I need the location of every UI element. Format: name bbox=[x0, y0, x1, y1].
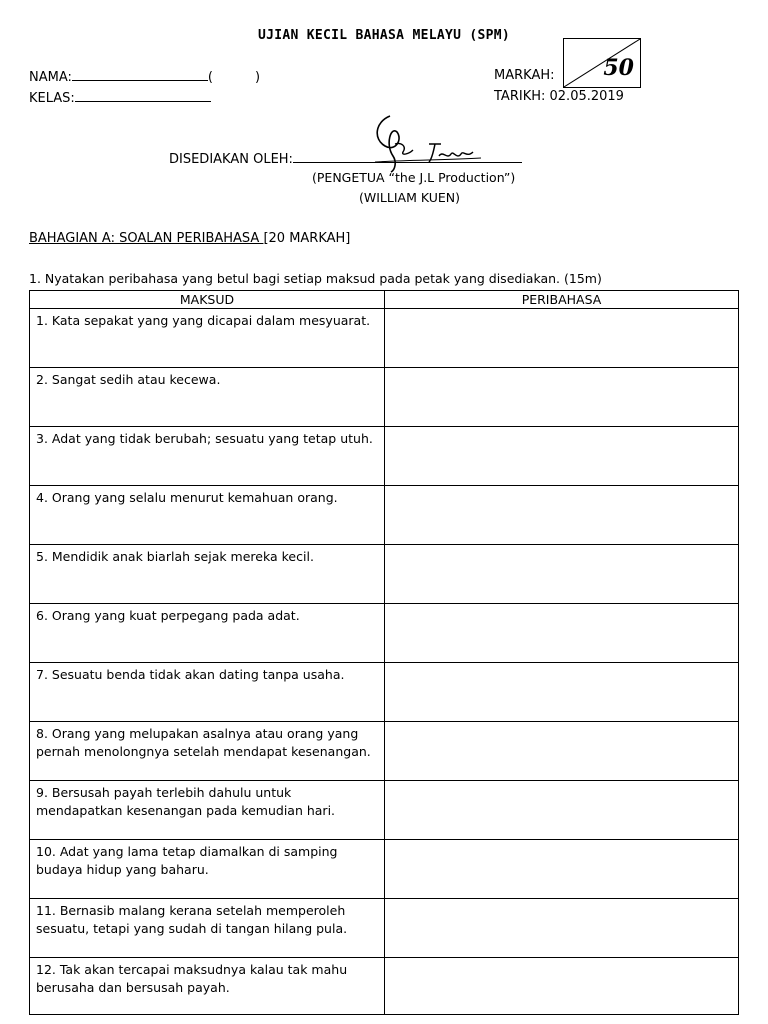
answer-cell[interactable] bbox=[385, 427, 739, 486]
table-row bbox=[30, 545, 739, 604]
kelas-row bbox=[29, 89, 211, 106]
kelas-label: KELAS: bbox=[29, 91, 75, 106]
maksud-cell: 11. Bernasib malang kerana setelah memperoleh sesuatu, tetapi yang sudah di tangan hilang pula. bbox=[30, 899, 385, 958]
maksud-cell: 1. Kata sepakat yang yang dicapai dalam mesyuarat. bbox=[30, 309, 385, 368]
tarikh-row bbox=[494, 89, 624, 104]
maksud-cell: 7. Sesuatu benda tidak akan dating tanpa usaha. bbox=[30, 663, 385, 722]
maksud-cell: 9. Bersusah payah terlebih dahulu untuk mendapatkan kesenangan pada kemudian hari. bbox=[30, 781, 385, 840]
table-row bbox=[30, 427, 739, 486]
maksud-cell: 2. Sangat sedih atau kecewa. bbox=[30, 368, 385, 427]
maksud-cell: 4. Orang yang selalu menurut kemahuan orang. bbox=[30, 486, 385, 545]
document-title: UJIAN KECIL BAHASA MELAYU (SPM) bbox=[258, 28, 510, 43]
answer-cell[interactable] bbox=[385, 368, 739, 427]
table-row bbox=[30, 722, 739, 781]
table-row bbox=[30, 958, 739, 1015]
nama-paren-open: ( bbox=[207, 70, 213, 85]
maksud-cell: 12. Tak akan tercapai maksudnya kalau tak mahu berusaha dan bersusah payah. bbox=[30, 958, 385, 1015]
nama-label: NAMA: bbox=[29, 70, 72, 85]
nama-paren-close: ) bbox=[254, 70, 261, 85]
markah-label: MARKAH: bbox=[494, 68, 555, 83]
markah-box bbox=[563, 38, 641, 88]
question-instruction: 1. Nyatakan peribahasa yang betul bagi setiap maksud pada petak yang disediakan. (15m) bbox=[29, 271, 602, 286]
maksud-cell: 6. Orang yang kuat perpegang pada adat. bbox=[30, 604, 385, 663]
preparer-name: (WILLIAM KUEN) bbox=[359, 190, 460, 205]
column-header-peribahasa: PERIBAHASA bbox=[385, 291, 739, 309]
maksud-cell: 3. Adat yang tidak berubah; sesuatu yang tetap utuh. bbox=[30, 427, 385, 486]
answer-cell[interactable] bbox=[385, 840, 739, 899]
preparer-role: (PENGETUA “the J.L Production”) bbox=[312, 170, 516, 185]
table-row bbox=[30, 663, 739, 722]
maksud-cell: 5. Mendidik anak biarlah sejak mereka kecil. bbox=[30, 545, 385, 604]
section-marks: [20 MARKAH] bbox=[263, 231, 351, 246]
disediakan-line bbox=[293, 150, 522, 163]
markah-total: 50 bbox=[603, 55, 634, 81]
answer-cell[interactable] bbox=[385, 604, 739, 663]
answer-cell[interactable] bbox=[385, 899, 739, 958]
section-title: BAHAGIAN A: SOALAN PERIBAHASA bbox=[29, 231, 264, 246]
tarikh-label: TARIKH: bbox=[494, 89, 546, 104]
kelas-blank-line[interactable] bbox=[75, 89, 211, 102]
table-row bbox=[30, 368, 739, 427]
answer-cell[interactable] bbox=[385, 958, 739, 1015]
answer-cell[interactable] bbox=[385, 663, 739, 722]
answer-cell[interactable] bbox=[385, 722, 739, 781]
maksud-cell: 8. Orang yang melupakan asalnya atau orang yang pernah menolongnya setelah mendapat kesenangan. bbox=[30, 722, 385, 781]
answer-cell[interactable] bbox=[385, 309, 739, 368]
column-header-maksud: MAKSUD bbox=[30, 291, 385, 309]
table-row bbox=[30, 486, 739, 545]
question-table bbox=[29, 290, 739, 1015]
nama-blank-line[interactable] bbox=[72, 68, 208, 81]
table-row bbox=[30, 781, 739, 840]
maksud-cell: 10. Adat yang lama tetap diamalkan di samping budaya hidup yang baharu. bbox=[30, 840, 385, 899]
nama-row bbox=[29, 68, 260, 85]
answer-cell[interactable] bbox=[385, 781, 739, 840]
disediakan-label: DISEDIAKAN OLEH: bbox=[169, 152, 293, 167]
tarikh-value: 02.05.2019 bbox=[549, 89, 624, 104]
section-heading bbox=[29, 231, 350, 246]
answer-cell[interactable] bbox=[385, 545, 739, 604]
answer-cell[interactable] bbox=[385, 486, 739, 545]
disediakan-row bbox=[169, 150, 522, 167]
table-row bbox=[30, 840, 739, 899]
table-row bbox=[30, 309, 739, 368]
table-row bbox=[30, 604, 739, 663]
table-row bbox=[30, 899, 739, 958]
